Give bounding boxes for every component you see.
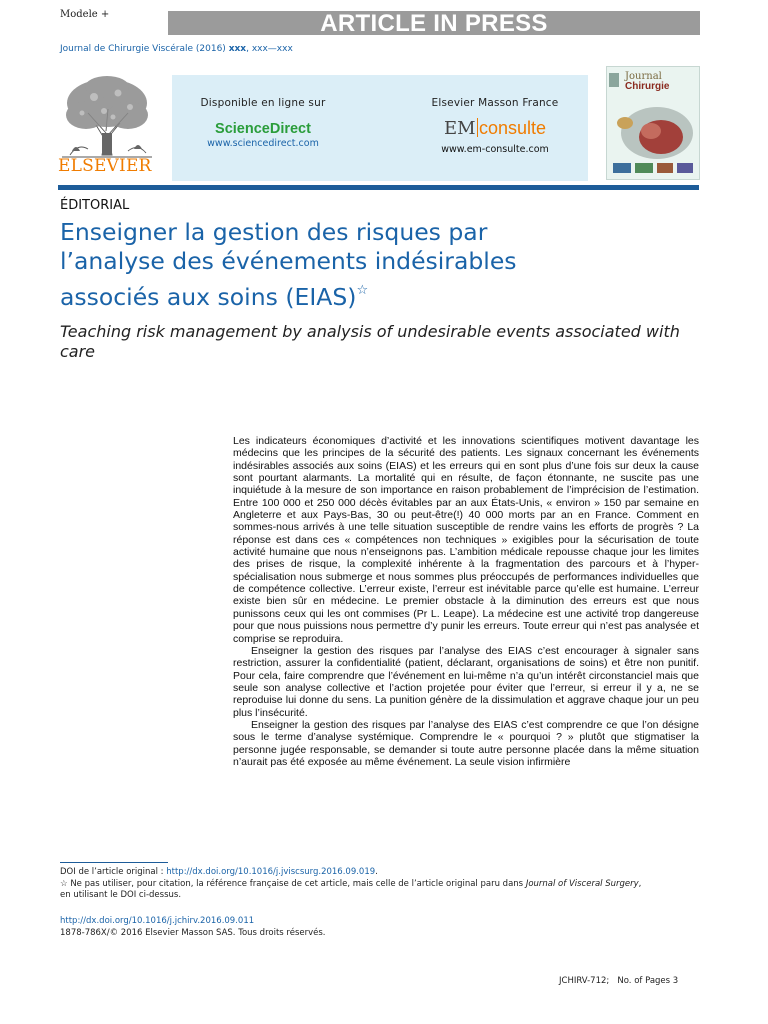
footer-ref: JCHIRV-712; (559, 976, 610, 986)
cover-title-line2: Chirurgie (625, 81, 670, 92)
cover-title-line1: Journal (625, 71, 662, 82)
emconsulte-block (406, 97, 584, 155)
sciencedirect-logo[interactable]: ScienceDirect (215, 121, 311, 137)
sciencedirect-block (184, 97, 342, 149)
cover-illustration-icon (607, 67, 699, 179)
emconsulte-logo[interactable] (406, 117, 584, 140)
article-doi-link[interactable]: http://dx.doi.org/10.1016/j.jchirv.2016.09.011 (60, 916, 255, 926)
body-paragraph: Enseigner la gestion des risques par l’analyse des EIAS c’est encourager à signaler sans restriction, assurer la confidentialité (patient, déclarant, organisations de soins) et être non punitif. Pour cela, faire comprendre que l’événement en lui-même n’a qu’un intérêt circonstanciel mais que seule son analyse collective et l’action projetée pour éviter que l’erreur, si erreur il y a, ne se reproduise lui donne du sens. La punition génère de la dissimulation et aggrave chaque jour un peu plus l’insécurité. (233, 644, 699, 719)
available-online-label: Disponible en ligne sur (200, 97, 326, 109)
section-label: ÉDITORIAL (60, 198, 130, 213)
emconsulte-link[interactable]: www.em-consulte.com (441, 144, 549, 155)
availability-banner (172, 75, 588, 181)
copyright-line: 1878-786X/© 2016 Elsevier Masson SAS. Tous droits réservés. (60, 928, 326, 938)
citation-note-journal: Journal of Visceral Surgery (525, 878, 639, 889)
footnote-star-icon: ☆ (60, 878, 68, 889)
emconsulte-logo-em: EM (443, 118, 476, 139)
citation-note (60, 879, 700, 891)
original-doi-label: DOI de l’article original : (60, 867, 167, 877)
citation-note-comma: , (638, 878, 642, 889)
body-paragraph: Enseigner la gestion des risques par l’analyse des EIAS c’est comprendre ce que l’on désigne sous le terme d’analyse systémique. Comprendre le « pourquoi ? » plutôt que stigmatiser la personne jugée responsable, se demander si toute autre personne placée dans la même situation n’aurait pas été exposée au même événement. La seule vision infirmière (233, 718, 699, 768)
title-footnote-star-icon[interactable]: ☆ (356, 283, 369, 298)
emconsulte-logo-consulte: consulte (479, 118, 547, 138)
journal-citation[interactable] (60, 44, 293, 54)
article-title-line: Enseigner la gestion des risques par (60, 218, 488, 246)
article-subtitle-english: Teaching risk management by analysis of undesirable events associated with care (60, 322, 680, 361)
article-title-line: associés aux soins (EIAS) (60, 283, 357, 311)
header-divider (58, 185, 699, 190)
journal-citation-prefix: Journal de Chirurgie Viscérale (2016) (60, 44, 229, 54)
article-in-press-banner (168, 11, 700, 35)
citation-note-text: Ne pas utiliser, pour citation, la référence française de cet article, mais celle de l’article original paru dans (70, 878, 526, 889)
journal-pages: , xxx—xxx (246, 44, 293, 54)
emconsulte-logo-divider (477, 118, 479, 137)
body-paragraph: Les indicateurs économiques d’activité et les innovations scientifiques motivent davantage les médecins que les principes de la sécurité des patients. Les signaux concernant les événements indésirables associés aux soins (EIAS) et les erreurs qui en sont plus d’une fois sur deux la cause sont pourtant alarmants. La mortalité qui en résulte, de façon étonnante, ne suscite pas une inquiétude à la mesure de son importance en raison probablement de l’imprécision de l’estimation. Entre 100 000 et 250 000 décès évitables par an aux États-Unis, « environ » 150 par semaine en Angleterre et aux Pays-Bas, 30 ou peut-être(!) 40 000 morts par an en France. Comment en sommes-nous arrivés à une telle situation susceptible de rendre vains les efforts de progrès ? La réponse est dans ces « compétences non techniques » exigibles pour la sécurisation de toute activité humaine que nous n’enseignons pas. L’ambition médicale repousse chaque jour les limites des prises de risque, la complexité inhérente à la fragmentation des parcours et à l’hyper-spécialisation nous submerge et nous sommes plus préoccupés de performances individuelles que de compétence collective. L’erreur existe, l’erreur est inévitable parce qu’elle est humaine. L’erreur existe bien sûr en médecine. Le premier obstacle à la diminution des erreurs est que nous punissons ceux qui les ont commises (Pr L. Leape). La médecine est une activité trop dangereuse pour que nous puissions nous permettre d’y punir les erreurs. Toute erreur qui n’est pas analysée et comprise se reproduira. (233, 435, 699, 645)
journal-cover-thumbnail[interactable] (606, 66, 700, 180)
original-doi-link[interactable]: http://dx.doi.org/10.1016/j.jviscsurg.2016.09.019 (166, 867, 376, 877)
original-doi-note (60, 867, 700, 879)
footnotes (60, 867, 700, 902)
article-body (233, 435, 699, 768)
article-in-press-text: ARTICLE IN PRESS (320, 10, 548, 37)
article-title (60, 218, 660, 312)
elsevier-wordmark[interactable]: ELSEVIER (58, 156, 152, 176)
em-publisher-label: Elsevier Masson France (431, 97, 559, 109)
journal-volume: xxx (228, 44, 247, 54)
original-doi-period: . (375, 867, 378, 877)
page-footer (559, 976, 678, 986)
footnote-divider (60, 862, 168, 863)
citation-note-line2: en utilisant le DOI ci-dessus. (60, 890, 182, 900)
sciencedirect-link[interactable]: www.sciencedirect.com (207, 138, 319, 149)
model-label: Modele + (60, 9, 110, 20)
footer-pages: No. of Pages 3 (617, 976, 679, 986)
article-title-line: l’analyse des événements indésirables (60, 247, 517, 275)
